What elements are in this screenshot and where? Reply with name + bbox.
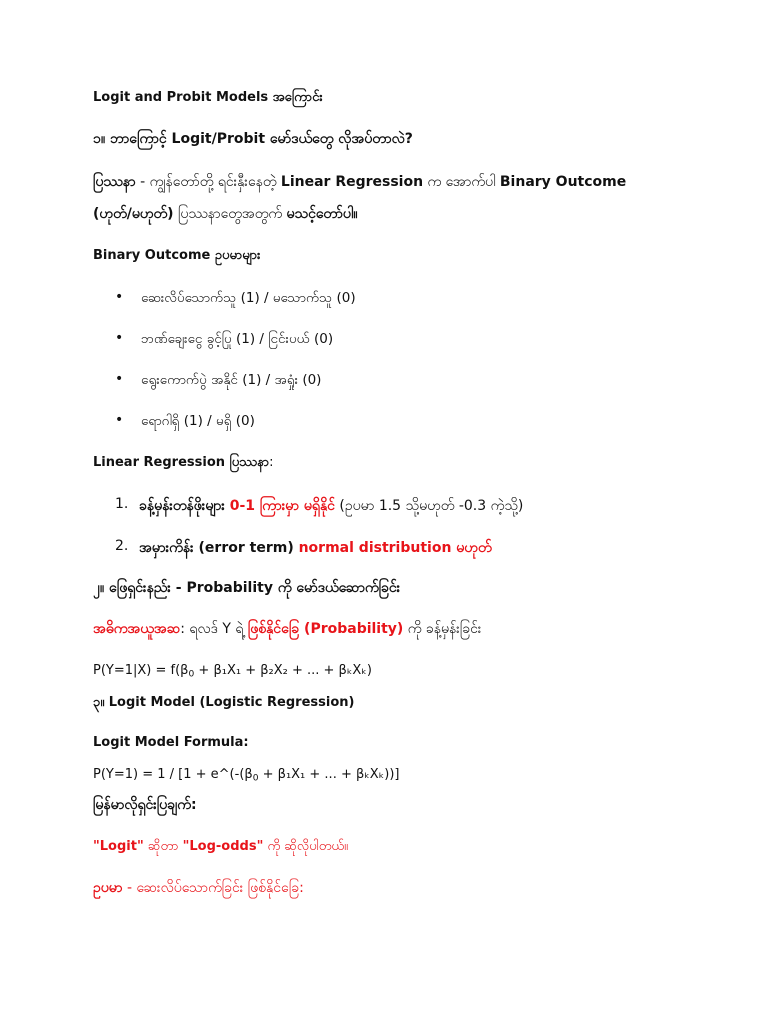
main-idea-text-b: ကို ခန့်မှန်းခြင်း (403, 621, 482, 637)
lr-problem-heading-colon: : (269, 455, 274, 470)
logit-formula-rest: + β₁X₁ + ... + βₖXₖ))] (258, 767, 400, 782)
example-text: - ဆေးလိပ်သောက်ခြင်း ဖြစ်နိုင်ခြေ: (122, 880, 304, 896)
log-odds-quote: "Log-odds" (182, 839, 264, 854)
problem-statement-line1 (93, 174, 626, 191)
list-item-text (139, 538, 492, 559)
lr-problem-red: normal distribution မဟုတ် (298, 540, 492, 556)
section2-heading: ၂။ ဖြေရှင်းနည်း - Probability ကို မော်ဒယ်ဆောက်ခြင်း (93, 580, 401, 596)
logit-end: ကို ဆိုလိုပါတယ်။ (263, 839, 348, 854)
problem-yes-no: (ဟုတ်/မဟုတ်) (93, 206, 174, 222)
problem-linear-regression: Linear Regression (280, 174, 424, 190)
problem-not-suitable: မသင့်တော်ပါ။ (286, 206, 358, 222)
list-number: 2. (115, 538, 129, 554)
examples-heading: Binary Outcome ဥပမာများ (93, 248, 261, 263)
example-text: ရောဂါရှိ (1) / မရှိ (0) (141, 413, 255, 429)
lr-problem-bold: အမှားကိန်း (error term) (139, 540, 299, 556)
logit-formula-heading: Logit Model Formula: (93, 735, 249, 750)
formula-rest: + β₁X₁ + β₂X₂ + ... + βₖXₖ) (194, 663, 372, 678)
bullet-icon: • (115, 289, 124, 305)
main-idea-probability: ဖြစ်နိုင်ခြေ (Probability) (247, 621, 404, 637)
logit-formula: $P(Y=1) = 1 / [1 + e\^{}(-(\beta_0 + \beta_1X_1$ + ... + βₖXₖ))] (93, 767, 400, 784)
main-idea-text-a: : ရလဒ် Y ရဲ့ (180, 621, 248, 637)
bullet-icon: • (115, 412, 124, 428)
bullet-icon: • (115, 330, 124, 346)
problem-line2-text: ပြဿနာတွေအတွက် (173, 206, 287, 222)
list-number: 1. (115, 496, 129, 512)
lr-problem-heading-bold: Linear Regression ပြဿနာ (93, 455, 270, 470)
example-text: ဆေးလိပ်သောက်သူ (1) / မသောက်သူ (0) (141, 290, 356, 306)
problem-statement-line2 (93, 206, 357, 223)
example-text: ဘဏ်ချေးငွေ ခွင့်ပြု (1) / ငြင်းပယ် (0) (141, 331, 334, 347)
problem-label: ပြဿနာ (93, 174, 136, 190)
problem-text-b: က အောက်ပါ (423, 174, 500, 190)
main-idea-label: အဓိကအယူအဆ (93, 621, 181, 637)
logit-quote: "Logit" (93, 839, 144, 854)
problem-binary-outcome: Binary Outcome (499, 174, 627, 190)
explanation-heading: မြန်မာလိုရှင်းပြချက်: (93, 797, 197, 813)
lr-problem-heading (93, 455, 274, 471)
logit-formula-prefix: P(Y=1) = 1 / [1 + e^(-(β (93, 767, 253, 782)
logit-mid: ဆိုတာ (143, 839, 183, 854)
lr-problem-bold: ခန့်မှန်းတန်ဖိုးများ (139, 498, 230, 514)
example-text: ရွေးကောက်ပွဲ အနိုင် (1) / အရှုံး (0) (141, 372, 322, 388)
section3-heading: ၃။ Logit Model (Logistic Regression) (93, 695, 355, 710)
lr-problem-red: 0-1 ကြားမှာ မရှိနိုင် (229, 498, 335, 514)
lr-problem-rest: (ဥပမာ 1.5 သို့မဟုတ် -0.3 ကဲ့သို့) (334, 498, 524, 514)
document-title: Logit and Probit Models အကြောင်း (93, 90, 323, 105)
section1-heading: ၁။ ဘာကြောင့် Logit/Probit မော်ဒယ်တွေ လိုအပ်တာလဲ? (93, 131, 413, 147)
probability-formula: $P(Y=1|X) = f(\beta_0 + \beta_1X_1 + \beta_2X_2$ + ... + βₖXₖ) (93, 663, 372, 680)
bullet-icon: • (115, 371, 124, 387)
formula-prefix: P(Y=1|X) = f(β (93, 663, 189, 678)
list-item-text (139, 496, 523, 517)
example-line (93, 880, 304, 897)
example-label: ဥပမာ (93, 880, 123, 896)
logit-definition (93, 839, 348, 855)
main-idea-line (93, 621, 481, 638)
problem-text-a: - ကျွန်တော်တို့ ရင်းနှီးနေတဲ့ (135, 174, 281, 190)
